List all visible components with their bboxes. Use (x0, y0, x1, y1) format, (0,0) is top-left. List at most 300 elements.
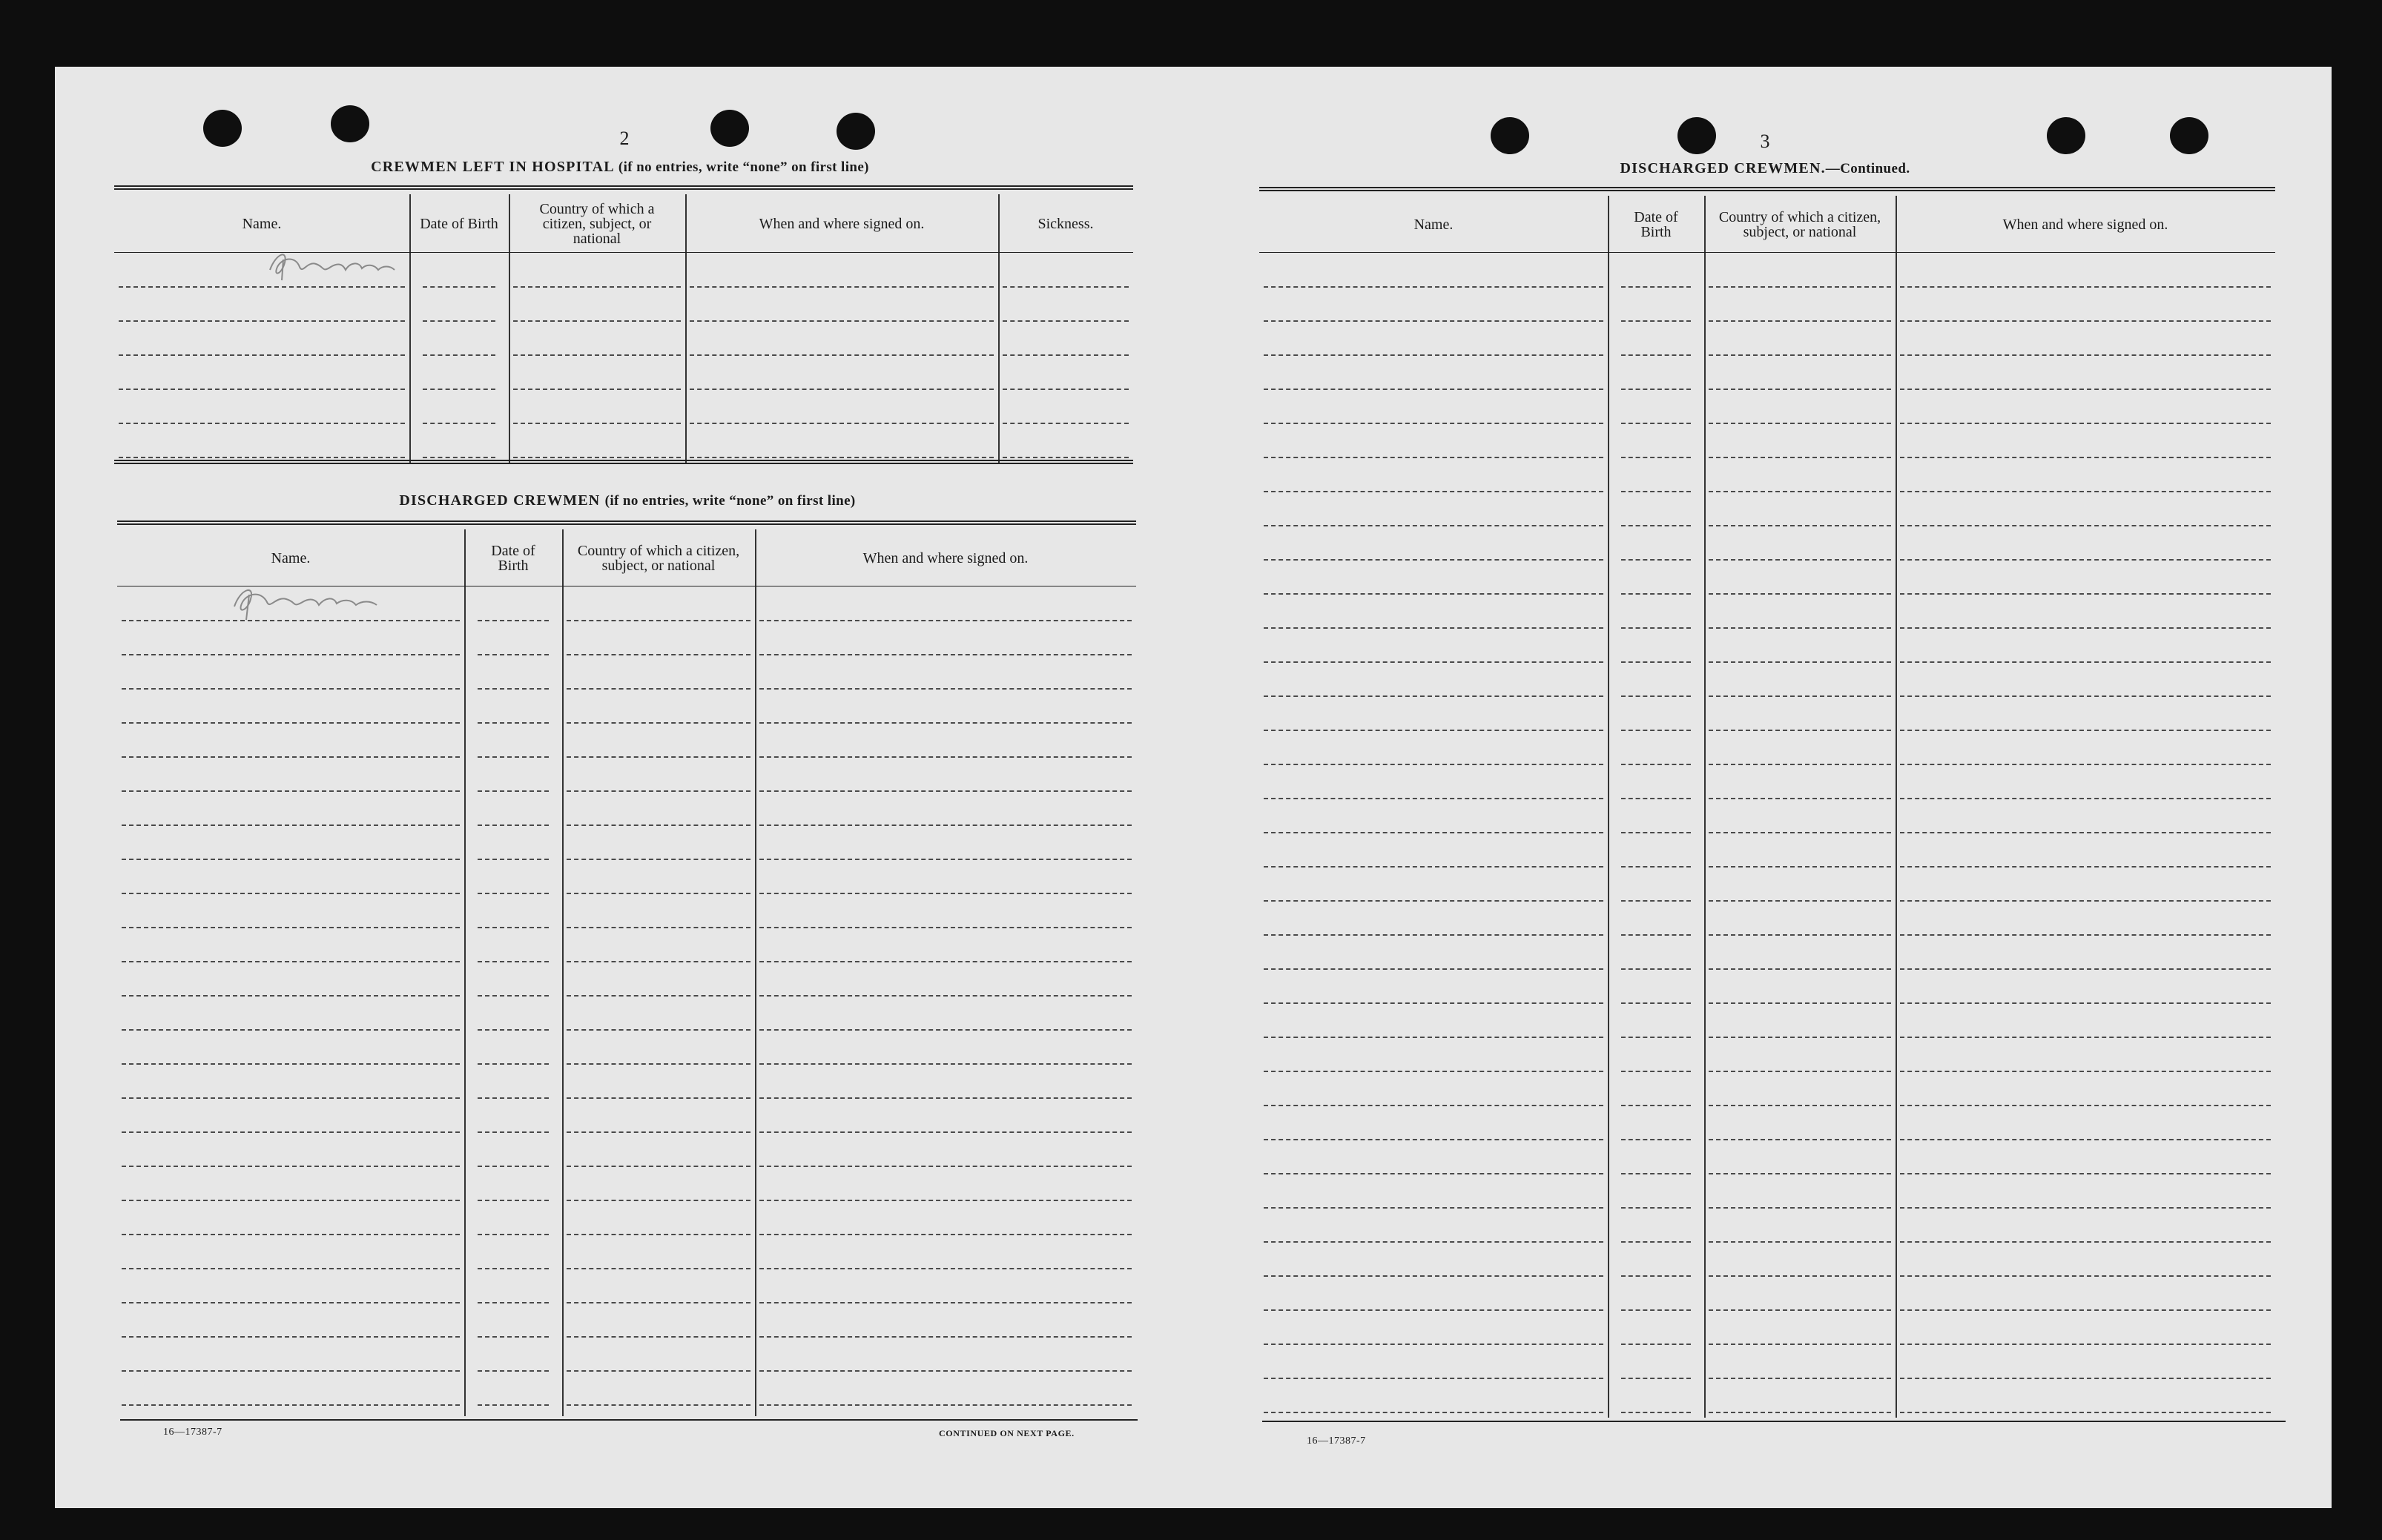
discharged-entry-line (759, 790, 1132, 792)
discharged-entry-line (122, 620, 460, 621)
right-discharged-entry-line (1621, 1275, 1691, 1277)
discharged-entry-line (122, 995, 460, 997)
discharged-column-header: When and where signed on. (862, 550, 1029, 566)
right-discharged-entry-line (1709, 968, 1891, 970)
right-discharged-entry-line (1621, 627, 1691, 629)
right-discharged-entry-line (1900, 1207, 2271, 1209)
discharged-entry-line (567, 1200, 750, 1201)
right-discharged-entry-line (1709, 1037, 1891, 1038)
right-discharged-entry-line (1621, 934, 1691, 936)
right-discharged-entry-line (1900, 730, 2271, 731)
discharged-entry-line (122, 1404, 460, 1406)
right-discharged-entry-line (1621, 286, 1691, 288)
hospital-entry-line (513, 320, 681, 322)
right-discharged-entry-line (1900, 1309, 2271, 1311)
discharged-entry-line (122, 927, 460, 928)
discharged-entry-line (478, 1166, 549, 1167)
discharged-entry-line (567, 1404, 750, 1406)
right-discharged-entry-line (1264, 695, 1603, 697)
discharged-entry-line (122, 1063, 460, 1065)
discharged-entry-line (122, 756, 460, 758)
right-discharged-entry-line (1264, 423, 1603, 424)
discharged-column-divider (562, 529, 564, 1416)
discharged-entry-line (759, 1268, 1132, 1269)
discharged-entry-line (122, 1370, 460, 1372)
right-discharged-entry-line (1264, 730, 1603, 731)
hospital-entry-line (423, 423, 495, 424)
right-discharged-entry-line (1621, 1139, 1691, 1140)
right-discharged-entry-line (1900, 320, 2271, 322)
discharged-column-divider (755, 529, 756, 1416)
right-discharged-entry-line (1621, 389, 1691, 390)
hospital-entry-line (513, 286, 681, 288)
discharged-entry-line (567, 620, 750, 621)
discharged-entry-line (759, 927, 1132, 928)
right-discharged-column-divider (1896, 196, 1897, 1418)
right-discharged-entry-line (1264, 389, 1603, 390)
discharged-entry-line (567, 756, 750, 758)
right-discharged-entry-line (1900, 627, 2271, 629)
right-page-bottom-rule (1262, 1421, 2286, 1422)
right-discharged-entry-line (1621, 866, 1691, 868)
discharged-entry-line (478, 1200, 549, 1201)
right-discharged-entry-line (1264, 1275, 1603, 1277)
discharged-entry-line (122, 1268, 460, 1269)
discharged-entry-line (567, 722, 750, 724)
right-discharged-entry-line (1709, 934, 1891, 936)
right-discharged-entry-line (1621, 695, 1691, 697)
right-discharged-entry-line (1621, 559, 1691, 561)
discharged-entry-line (759, 1404, 1132, 1406)
right-discharged-entry-line (1900, 286, 2271, 288)
right-discharged-entry-line (1621, 1071, 1691, 1072)
discharged-entry-line (122, 722, 460, 724)
discharged-entry-line (478, 927, 549, 928)
right-discharged-entry-line (1621, 1412, 1691, 1413)
right-discharged-entry-line (1264, 1139, 1603, 1140)
discharged-entry-line (759, 722, 1132, 724)
hospital-entry-line (1003, 320, 1129, 322)
right-discharged-entry-line (1900, 389, 2271, 390)
right-discharged-entry-line (1264, 286, 1603, 288)
right-discharged-entry-line (1621, 457, 1691, 458)
hospital-entry-line (119, 286, 405, 288)
right-discharged-entry-line (1900, 934, 2271, 936)
right-discharged-entry-line (1621, 1344, 1691, 1345)
hospital-entry-line (513, 389, 681, 390)
discharged-entry-line (759, 893, 1132, 894)
discharged-entry-line (122, 688, 460, 690)
discharged-entry-line (478, 722, 549, 724)
discharged-entry-line (567, 893, 750, 894)
right-discharged-entry-line (1709, 661, 1891, 663)
right-discharged-entry-line (1621, 1105, 1691, 1106)
discharged-entry-line (567, 1370, 750, 1372)
discharged-section-title: DISCHARGED CREWMEN (if no entries, write “none” on first line) (399, 492, 856, 509)
discharged-entry-line (122, 1336, 460, 1338)
discharged-entry-line (759, 1131, 1132, 1133)
hospital-entry-line (119, 457, 405, 458)
right-discharged-entry-line (1709, 423, 1891, 424)
right-discharged-entry-line (1264, 1105, 1603, 1106)
discharged-entry-line (478, 1302, 549, 1303)
right-discharged-entry-line (1900, 1139, 2271, 1140)
right-discharged-entry-line (1900, 695, 2271, 697)
discharged-entry-line (567, 859, 750, 860)
discharged-entry-line (759, 824, 1132, 826)
discharged-entry-line (478, 790, 549, 792)
right-discharged-entry-line (1900, 1173, 2271, 1174)
hospital-header-rule (114, 252, 1133, 253)
discharged-entry-line (478, 1131, 549, 1133)
right-discharged-entry-line (1264, 1378, 1603, 1379)
right-discharged-entry-line (1264, 968, 1603, 970)
right-discharged-entry-line (1264, 593, 1603, 595)
right-discharged-entry-line (1621, 832, 1691, 833)
right-discharged-entry-line (1709, 525, 1891, 526)
right-discharged-entry-line (1900, 1378, 2271, 1379)
hospital-column-header: Date of Birth (420, 216, 498, 232)
discharged-entry-line (567, 790, 750, 792)
hospital-column-divider (409, 194, 411, 463)
discharged-entry-line (759, 654, 1132, 655)
discharged-entry-line (759, 995, 1132, 997)
right-discharged-entry-line (1900, 525, 2271, 526)
right-discharged-entry-line (1709, 354, 1891, 356)
hospital-column-header: Sickness. (1037, 216, 1094, 232)
right-discharged-entry-line (1900, 1275, 2271, 1277)
right-discharged-entry-line (1709, 1105, 1891, 1106)
discharged-entry-line (122, 1166, 460, 1167)
hospital-entry-line (1003, 457, 1129, 458)
right-discharged-entry-line (1264, 627, 1603, 629)
right-discharged-entry-line (1900, 354, 2271, 356)
hospital-entry-line (423, 389, 495, 390)
discharged-column-header: Date of Birth (491, 543, 535, 574)
right-discharged-column-header: Date of Birth (1634, 209, 1678, 240)
right-discharged-entry-line (1264, 1207, 1603, 1209)
discharged-entry-line (478, 1063, 549, 1065)
right-discharged-entry-line (1709, 1309, 1891, 1311)
hospital-entry-line (423, 354, 495, 356)
right-discharged-entry-line (1709, 695, 1891, 697)
right-discharged-entry-line (1264, 1412, 1603, 1413)
right-discharged-entry-line (1264, 354, 1603, 356)
right-discharged-column-divider (1608, 196, 1609, 1418)
right-discharged-column-header: Name. (1413, 217, 1454, 233)
discharged-entry-line (567, 1131, 750, 1133)
discharged-entry-line (567, 1302, 750, 1303)
right-discharged-entry-line (1900, 968, 2271, 970)
discharged-entry-line (759, 1097, 1132, 1099)
discharged-entry-line (567, 1097, 750, 1099)
right-discharged-entry-line (1264, 491, 1603, 492)
right-table-top-rule (1259, 187, 2275, 191)
right-discharged-entry-line (1900, 1037, 2271, 1038)
hospital-entry-line (690, 389, 994, 390)
discharged-entry-line (122, 1234, 460, 1235)
discharged-entry-line (122, 1200, 460, 1201)
hospital-table-top-rule (114, 185, 1133, 190)
right-discharged-entry-line (1900, 661, 2271, 663)
right-discharged-entry-line (1900, 1002, 2271, 1004)
hospital-section-title: CREWMEN LEFT IN HOSPITAL (if no entries, write “none” on first line) (371, 159, 869, 175)
discharged-entry-line (478, 961, 549, 962)
hospital-column-header: Name. (242, 216, 282, 232)
discharged-entry-line (759, 756, 1132, 758)
right-discharged-column-header: Country of which a citizen, subject, or national (1718, 209, 1881, 240)
right-discharged-entry-line (1900, 866, 2271, 868)
right-discharged-entry-line (1709, 1241, 1891, 1243)
right-discharged-entry-line (1264, 1173, 1603, 1174)
discharged-column-header: Country of which a citizen, subject, or national (577, 543, 740, 574)
hospital-entry-line (513, 354, 681, 356)
right-discharged-entry-line (1900, 457, 2271, 458)
right-discharged-entry-line (1900, 900, 2271, 902)
hospital-entry-line (690, 320, 994, 322)
punch-hole (331, 105, 369, 142)
hospital-entry-line (423, 457, 495, 458)
hospital-entry-line (690, 423, 994, 424)
right-discharged-entry-line (1264, 661, 1603, 663)
right-discharged-entry-line (1709, 900, 1891, 902)
form-number-left: 16—17387-7 (163, 1427, 222, 1438)
discharged-entry-line (567, 688, 750, 690)
discharged-entry-line (478, 1029, 549, 1031)
right-discharged-entry-line (1900, 1344, 2271, 1345)
discharged-entry-line (478, 620, 549, 621)
right-discharged-entry-line (1264, 832, 1603, 833)
punch-hole (837, 113, 875, 150)
discharged-entry-line (122, 893, 460, 894)
left-page-bottom-rule (120, 1419, 1138, 1421)
right-discharged-entry-line (1709, 1071, 1891, 1072)
hospital-column-header: Country of which a citizen, subject, or national (539, 201, 655, 247)
discharged-entry-line (478, 1268, 549, 1269)
right-discharged-entry-line (1621, 320, 1691, 322)
page-number-right: 3 (1760, 130, 1770, 152)
right-discharged-entry-line (1264, 798, 1603, 799)
right-discharged-entry-line (1709, 1207, 1891, 1209)
discharged-entry-line (478, 654, 549, 655)
discharged-entry-line (478, 1370, 549, 1372)
right-discharged-entry-line (1621, 1207, 1691, 1209)
discharged-entry-line (567, 1268, 750, 1269)
right-discharged-entry-line (1264, 320, 1603, 322)
right-discharged-entry-line (1264, 1002, 1603, 1004)
hospital-entry-line (423, 320, 495, 322)
right-discharged-entry-line (1709, 286, 1891, 288)
right-discharged-entry-line (1709, 832, 1891, 833)
right-discharged-entry-line (1900, 423, 2271, 424)
right-discharged-entry-line (1621, 1241, 1691, 1243)
right-discharged-entry-line (1900, 764, 2271, 765)
right-discharged-header-rule (1259, 252, 2275, 253)
discharged-entry-line (759, 1234, 1132, 1235)
right-discharged-entry-line (1709, 1378, 1891, 1379)
hospital-column-header: When and where signed on. (759, 216, 925, 232)
punch-hole (203, 110, 242, 147)
hospital-entry-line (513, 423, 681, 424)
discharged-entry-line (122, 961, 460, 962)
discharged-entry-line (759, 620, 1132, 621)
discharged-entry-line (478, 893, 549, 894)
right-discharged-entry-line (1709, 457, 1891, 458)
hospital-column-divider (998, 194, 1000, 463)
discharged-entry-line (567, 927, 750, 928)
punch-hole (1491, 117, 1529, 154)
hospital-table-bottom-rule (114, 460, 1133, 464)
document-sheet (55, 67, 2332, 1508)
discharged-entry-line (478, 756, 549, 758)
hospital-entry-line (1003, 354, 1129, 356)
form-number-right: 16—17387-7 (1307, 1435, 1366, 1447)
right-discharged-entry-line (1621, 593, 1691, 595)
right-discharged-entry-line (1900, 1412, 2271, 1413)
discharged-column-header: Name. (271, 550, 311, 566)
hospital-entry-line (119, 389, 405, 390)
hospital-entry-line (690, 354, 994, 356)
right-discharged-entry-line (1709, 593, 1891, 595)
discharged-entry-line (567, 995, 750, 997)
right-discharged-entry-line (1264, 1037, 1603, 1038)
discharged-column-divider (464, 529, 466, 1416)
right-discharged-column-header: When and where signed on. (2002, 217, 2168, 233)
discharged-entry-line (478, 1097, 549, 1099)
right-discharged-entry-line (1621, 1173, 1691, 1174)
right-discharged-entry-line (1621, 798, 1691, 799)
discharged-entry-line (759, 1200, 1132, 1201)
hospital-entry-line (423, 286, 495, 288)
right-discharged-entry-line (1621, 1037, 1691, 1038)
right-discharged-entry-line (1900, 1241, 2271, 1243)
hospital-entry-line (1003, 286, 1129, 288)
right-discharged-entry-line (1264, 457, 1603, 458)
right-discharged-entry-line (1709, 798, 1891, 799)
discharged-entry-line (567, 654, 750, 655)
discharged-entry-line (567, 1336, 750, 1338)
right-discharged-entry-line (1709, 389, 1891, 390)
hospital-entry-line (690, 286, 994, 288)
right-discharged-entry-line (1264, 525, 1603, 526)
right-discharged-entry-line (1900, 559, 2271, 561)
right-discharged-entry-line (1264, 1241, 1603, 1243)
discharged-entry-line (478, 859, 549, 860)
right-discharged-entry-line (1709, 320, 1891, 322)
right-discharged-entry-line (1709, 1139, 1891, 1140)
right-discharged-entry-line (1621, 354, 1691, 356)
discharged-entry-line (567, 1029, 750, 1031)
right-discharged-entry-line (1621, 1378, 1691, 1379)
right-discharged-entry-line (1621, 525, 1691, 526)
right-discharged-entry-line (1900, 593, 2271, 595)
punch-hole (1677, 117, 1716, 154)
discharged-entry-line (122, 1029, 460, 1031)
right-discharged-entry-line (1709, 764, 1891, 765)
right-discharged-entry-line (1621, 764, 1691, 765)
discharged-entry-line (478, 1336, 549, 1338)
right-discharged-entry-line (1264, 1309, 1603, 1311)
right-discharged-entry-line (1709, 559, 1891, 561)
right-discharged-entry-line (1621, 730, 1691, 731)
right-page-title: DISCHARGED CREWMEN.—Continued. (1620, 160, 1910, 176)
discharged-entry-line (759, 688, 1132, 690)
right-discharged-entry-line (1621, 1002, 1691, 1004)
hospital-entry-line (1003, 423, 1129, 424)
page-number-left: 2 (619, 128, 630, 149)
discharged-entry-line (567, 961, 750, 962)
hospital-entry-line (1003, 389, 1129, 390)
hospital-column-divider (509, 194, 510, 463)
right-discharged-entry-line (1709, 1275, 1891, 1277)
punch-hole (2047, 117, 2085, 154)
right-discharged-entry-line (1900, 798, 2271, 799)
discharged-table-top-rule (117, 521, 1136, 525)
right-discharged-entry-line (1621, 423, 1691, 424)
hospital-entry-line (513, 457, 681, 458)
hospital-entry-line (119, 354, 405, 356)
discharged-entry-line (122, 1131, 460, 1133)
discharged-entry-line (759, 859, 1132, 860)
discharged-entry-line (759, 1336, 1132, 1338)
right-discharged-entry-line (1264, 1071, 1603, 1072)
right-discharged-entry-line (1621, 968, 1691, 970)
discharged-entry-line (122, 790, 460, 792)
discharged-entry-line (122, 654, 460, 655)
right-discharged-entry-line (1621, 491, 1691, 492)
right-discharged-entry-line (1709, 730, 1891, 731)
discharged-entry-line (122, 859, 460, 860)
right-discharged-entry-line (1709, 491, 1891, 492)
discharged-entry-line (478, 688, 549, 690)
discharged-entry-line (567, 824, 750, 826)
right-discharged-entry-line (1264, 559, 1603, 561)
right-discharged-entry-line (1621, 900, 1691, 902)
hospital-entry-line (119, 423, 405, 424)
punch-hole (2170, 117, 2208, 154)
discharged-entry-line (759, 961, 1132, 962)
discharged-entry-line (567, 1063, 750, 1065)
discharged-entry-line (122, 1097, 460, 1099)
right-discharged-entry-line (1621, 1309, 1691, 1311)
right-discharged-entry-line (1900, 1105, 2271, 1106)
right-discharged-entry-line (1709, 1002, 1891, 1004)
hospital-entry-line (119, 320, 405, 322)
right-discharged-entry-line (1900, 491, 2271, 492)
right-discharged-entry-line (1264, 764, 1603, 765)
continued-note: CONTINUED ON NEXT PAGE. (939, 1428, 1075, 1438)
discharged-entry-line (759, 1029, 1132, 1031)
right-discharged-entry-line (1264, 1344, 1603, 1345)
right-discharged-entry-line (1709, 866, 1891, 868)
hospital-entry-line (690, 457, 994, 458)
right-discharged-entry-line (1709, 1173, 1891, 1174)
discharged-entry-line (122, 824, 460, 826)
discharged-entry-line (759, 1166, 1132, 1167)
discharged-entry-line (122, 1302, 460, 1303)
right-discharged-entry-line (1900, 832, 2271, 833)
right-discharged-entry-line (1709, 1344, 1891, 1345)
right-discharged-entry-line (1709, 627, 1891, 629)
right-discharged-entry-line (1264, 866, 1603, 868)
right-discharged-entry-line (1264, 934, 1603, 936)
right-discharged-entry-line (1709, 1412, 1891, 1413)
discharged-entry-line (478, 824, 549, 826)
punch-hole (710, 110, 749, 147)
right-discharged-entry-line (1900, 1071, 2271, 1072)
right-discharged-entry-line (1621, 661, 1691, 663)
discharged-entry-line (567, 1166, 750, 1167)
